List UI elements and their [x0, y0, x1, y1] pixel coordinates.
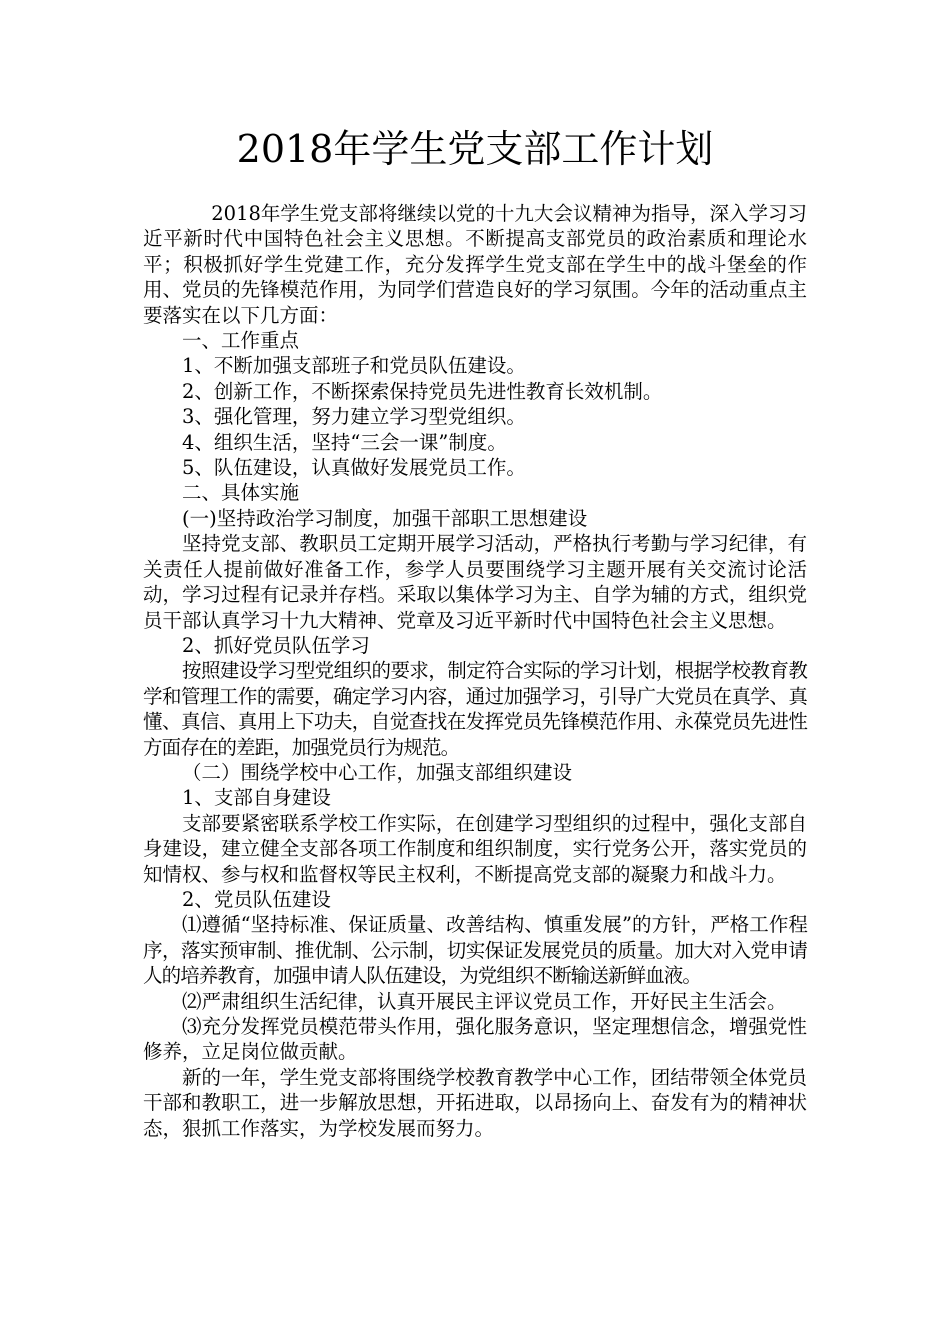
body-paragraph: ⑴遵循“坚持标准、保证质量、改善结构、慎重发展”的方针，严格工作程序，落实预审制、推优制、公示制，切实保证发展党员的质量。加大对入党申请人的培养教育，加强申请人队伍建设，为党组织不断输送新鲜血液。	[143, 913, 807, 988]
subsection-heading: 1、支部自身建设	[182, 786, 331, 810]
subsection-heading: 2、党员队伍建设	[182, 887, 331, 911]
section-heading-work-focus: 一、工作重点	[182, 329, 300, 353]
subsection-heading: (一)坚持政治学习制度，加强干部职工思想建设	[182, 506, 588, 530]
focus-item: 4、组织生活，坚持“三会一课”制度。	[182, 430, 507, 454]
document-body	[143, 201, 807, 1141]
body-paragraph: 按照建设学习型党组织的要求，制定符合实际的学习计划，根据学校教育教学和管理工作的需要，确定学习内容，通过加强学习，引导广大党员在真学、真懂、真信、真用上下功夫，自觉查找在发挥党员先锋模范作用、永葆党员先进性方面存在的差距，加强党员行为规范。	[143, 659, 807, 759]
subsection-heading: （二）围绕学校中心工作，加强支部组织建设	[182, 760, 573, 784]
body-paragraph: 支部要紧密联系学校工作实际，在创建学习型组织的过程中，强化支部自身建设，建立健全支部各项工作制度和组织制度，实行党务公开，落实党员的知情权、参与权和监督权等民主权利，不断提高党支部的凝聚力和战斗力。	[143, 811, 807, 886]
closing-paragraph: 新的一年，学生党支部将围绕学校教育教学中心工作，团结带领全体党员干部和教职工，进一步解放思想，开拓进取，以昂扬向上、奋发有为的精神状态，狠抓工作落实，为学校发展而努力。	[143, 1065, 807, 1140]
document-title: 2018年学生党支部工作计划	[236, 127, 714, 171]
subsection-heading: 2、抓好党员队伍学习	[182, 633, 370, 657]
body-paragraph: ⑶充分发挥党员模范带头作用，强化服务意识，坚定理想信念，增强党性修养，立足岗位做贡献。	[143, 1015, 807, 1064]
focus-item: 2、创新工作，不断探索保持党员先进性教育长效机制。	[182, 379, 663, 403]
body-paragraph: ⑵严肃组织生活纪律，认真开展民主评议党员工作，开好民主生活会。	[182, 989, 787, 1013]
body-paragraph: 坚持党支部、教职员工定期开展学习活动，严格执行考勤与学习纪律，有关责任人提前做好准备工作，参学人员要围绕学习主题开展有关交流讨论活动，学习过程有记录并存档。采取以集体学习为主、自学为辅的方式，组织党员干部认真学习十九大精神、党章及习近平新时代中国特色社会主义思想。	[143, 532, 807, 632]
intro-paragraph: 2018年学生党支部将继续以党的十九大会议精神为指导，深入学习习近平新时代中国特色社会主义思想。不断提高支部党员的政治素质和理论水平；积极抓好学生党建工作，充分发挥学生党支部在学生中的战斗堡垒的作用、党员的先锋模范作用，为同学们营造良好的学习氛围。今年的活动重点主要落实在以下几方面：	[143, 202, 807, 327]
focus-item: 3、强化管理，努力建立学习型党组织。	[182, 405, 526, 429]
focus-item: 5、队伍建设，认真做好发展党员工作。	[182, 456, 526, 480]
focus-item: 1、不断加强支部班子和党员队伍建设。	[182, 354, 526, 378]
section-heading-implementation: 二、具体实施	[182, 481, 300, 505]
